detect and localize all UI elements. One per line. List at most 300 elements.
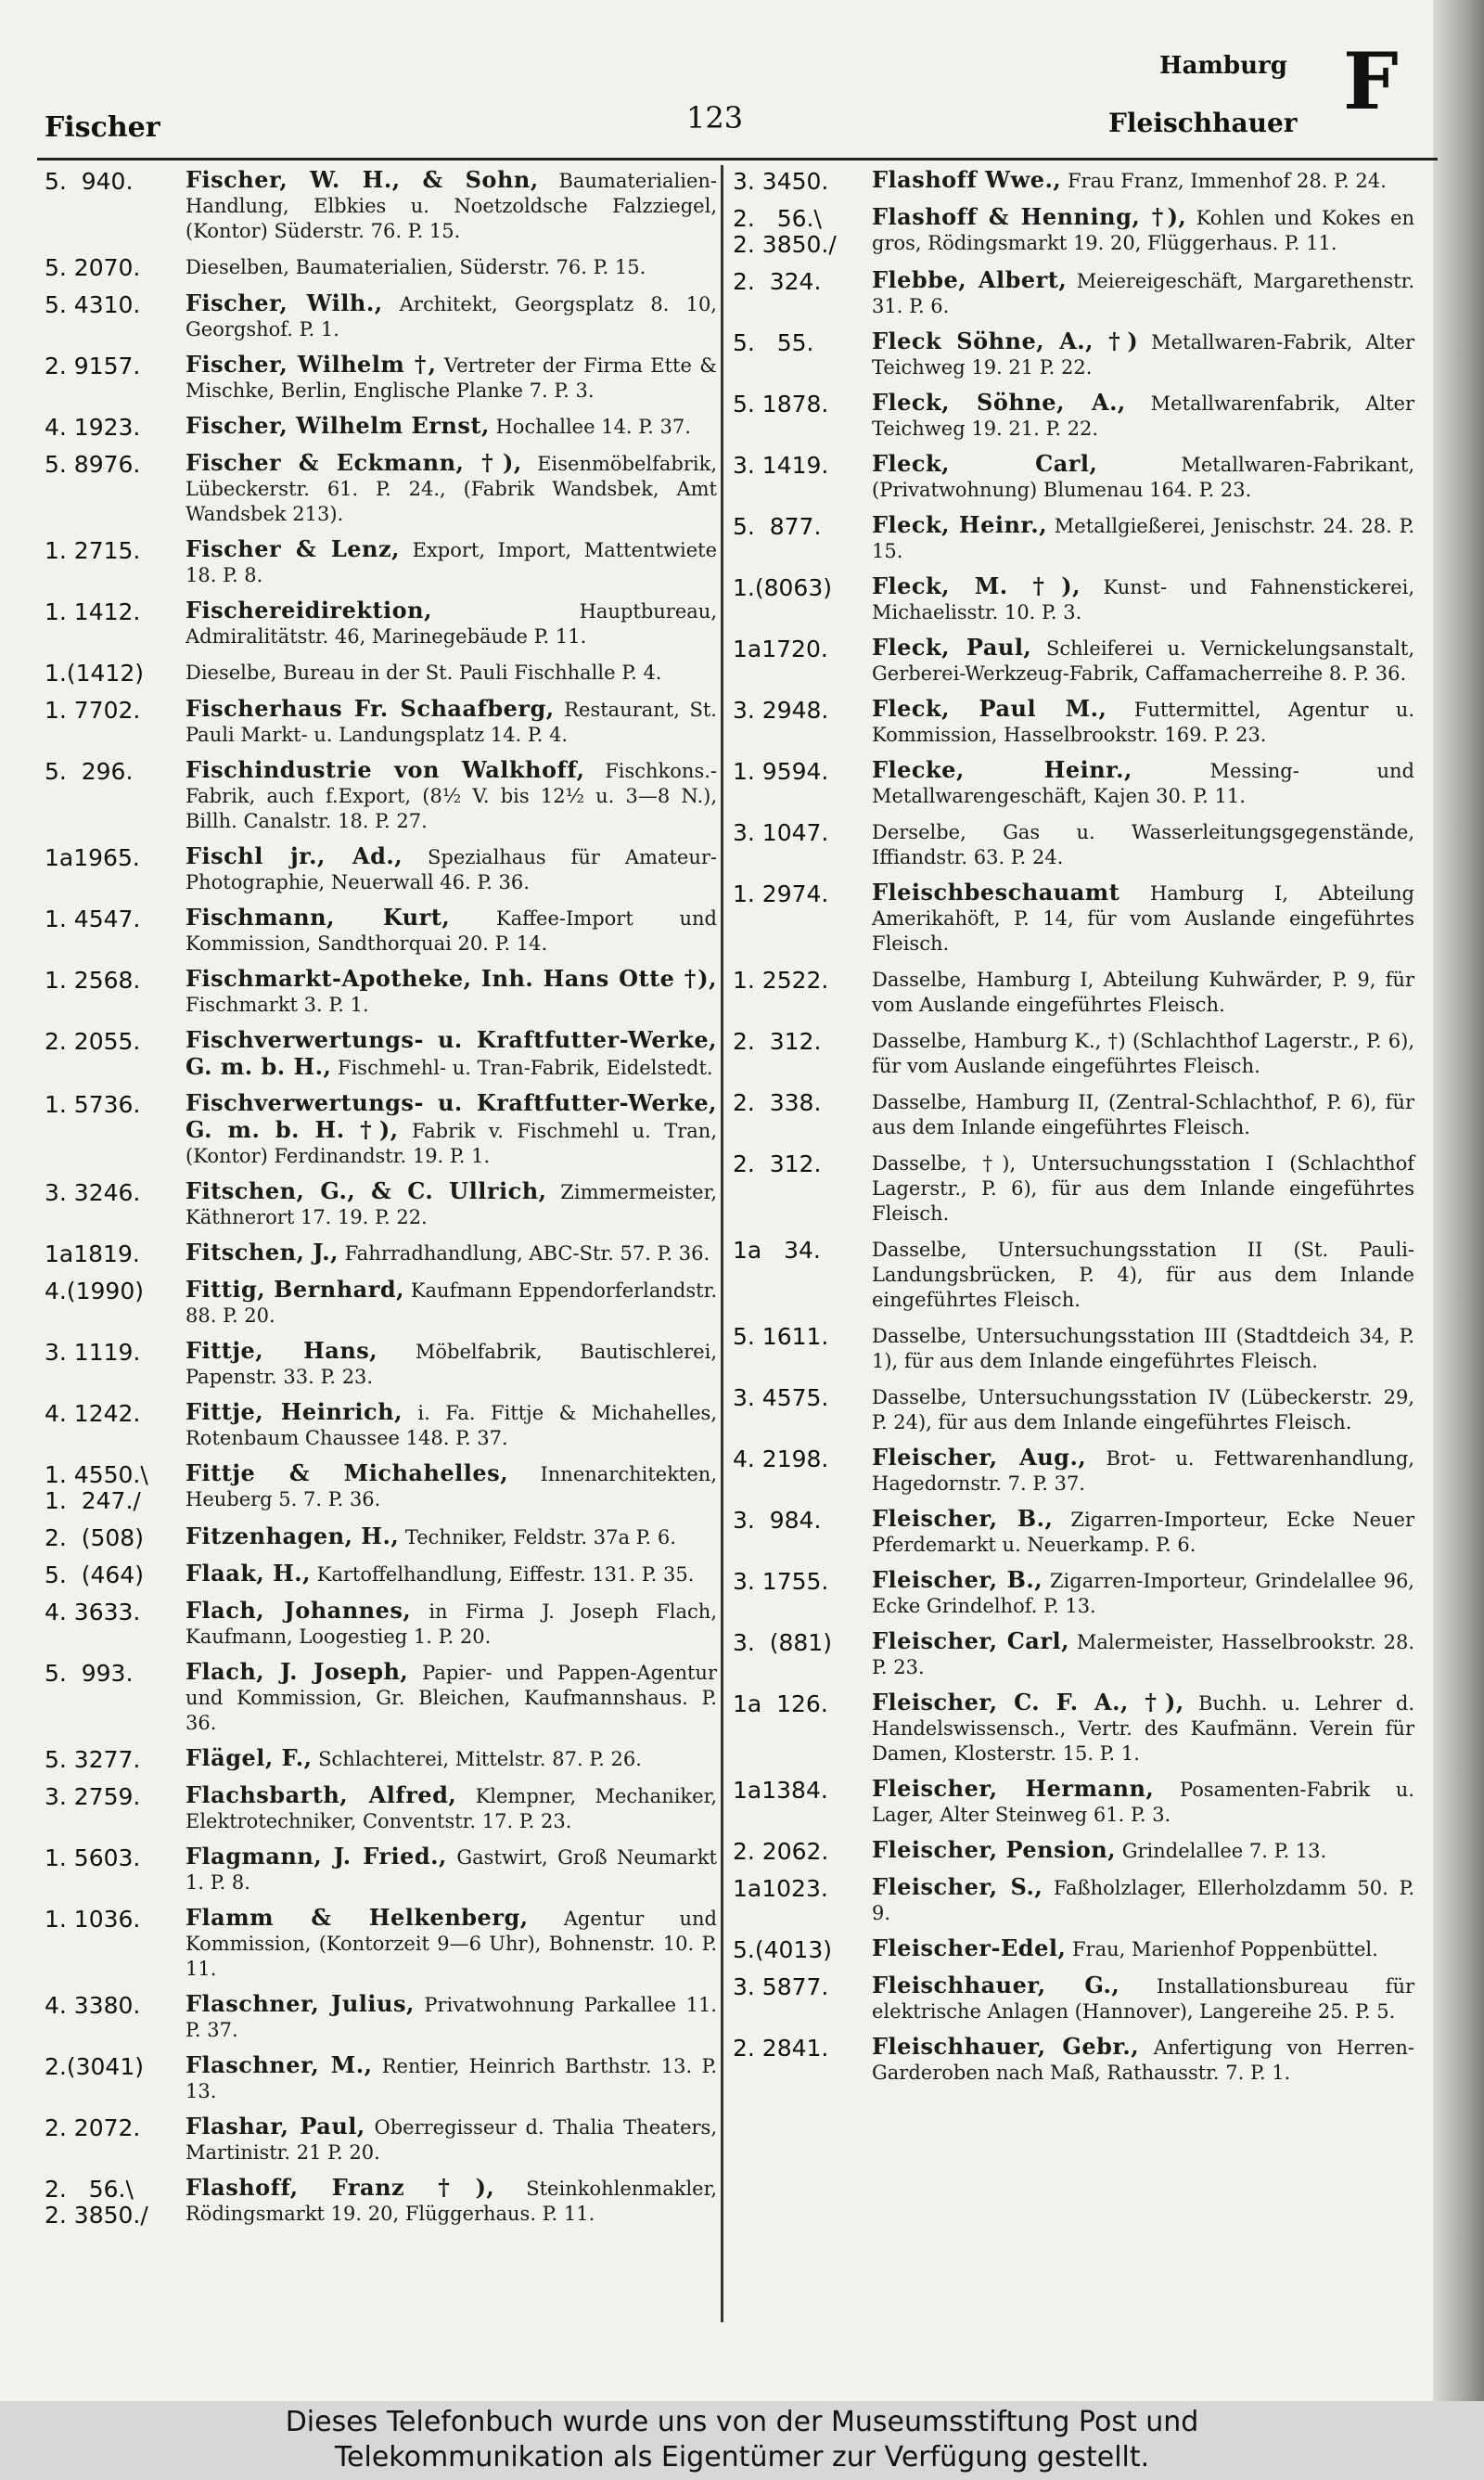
directory-entry [733,1088,1414,1140]
entry-name: Fitzenhagen, H., [186,1523,400,1549]
entry-text [872,1690,1414,1767]
entry-text [186,757,717,834]
entry-details: Hauptbureau, Admiralitätstr. 46, Marinegebäude P. 11. [186,600,717,648]
directory-entry [733,573,1414,625]
entry-details: Schleiferei u. Vernickelungsanstalt, Gerberei-Werkzeug-Fabrik, Caffamacherreihe 8. P. 36. [872,637,1414,685]
entry-details: Dasselbe, †), Untersuchungsstation I (Schlachthof Lagerstr., P. 6), für aus dem Inlande eingeführtes Fleisch. [872,1152,1414,1225]
column-divider [721,165,723,2322]
entry-text [872,635,1414,687]
entry-details: Hamburg I, Abteilung Amerikahöft, P. 14, für vom Auslande eingeführtes Fleisch. [872,882,1414,955]
entry-details: Innenarchitekten, Heuberg 5. 7. P. 36. [186,1463,717,1510]
phone-number: 5. 8976. [45,451,141,478]
phone-number: 1. 9594. [733,758,829,785]
directory-entry [733,1690,1414,1767]
entry-text [186,2175,717,2227]
entry-text [872,451,1414,503]
entry-details: Dieselbe, Bureau in der St. Pauli Fischhalle P. 4. [186,662,662,684]
entry-text [186,843,717,895]
entry-details: Eisenmöbelfabrik, Lübeckerstr. 61. P. 24., (Fabrik Wandsbek, Amt Wandsbek 213). [186,453,717,525]
entry-name: Flebbe, Albert, [872,266,1068,293]
entry-text [186,966,717,1018]
phone-number: 3. 2948. [733,697,829,724]
phone-number: 2. 338. [733,1089,822,1116]
entry-details: in Firma J. Joseph Flach, Kaufmann, Loogestieg 1. P. 20. [186,1600,717,1648]
entry-details: Metallwarenfabrik, Alter Teichweg 19. 21. P. 22. [872,392,1414,440]
directory-entry [45,1782,717,1834]
phone-number: 1. 2522. [733,967,829,994]
entry-details: Papier- und Pappen-Agentur und Kommission, Gr. Bleichen, Kaufmannshaus. P. 36. [186,1662,718,1734]
entry-name: Flachsbarth, Alfred, [186,1781,457,1808]
entry-text [186,1240,717,1266]
entry-details: Klempner, Mechaniker, Elektrotechniker, Conventstr. 17. P. 23. [186,1785,717,1832]
directory-entry [733,1506,1414,1558]
entry-text [186,1399,717,1451]
phone-number: 1a1720. [733,636,828,662]
phone-number: 1a1965. [45,844,140,871]
directory-entry [733,512,1414,564]
directory-entry [733,1236,1414,1313]
entry-text [872,1236,1414,1313]
directory-entry [733,1972,1414,2024]
entry-name: Fleischer, Carl, [872,1627,1069,1654]
phone-number: 1.(1412) [45,660,144,687]
entry-name: Fittje & Michahelles, [186,1459,509,1486]
phone-number: 1. 7702. [45,697,141,724]
phone-number: 1. 5603. [45,1844,141,1871]
phone-number: 2. (508) [45,1524,144,1551]
entry-name: Flägel, F., [186,1744,313,1771]
entry-text [872,1776,1414,1828]
phone-number: 2. 312. [733,1150,822,1177]
entry-name: Fischer, W. H., & Sohn, [186,166,539,193]
directory-entry [45,1027,717,1081]
phone-number: 2. 2055. [45,1028,141,1055]
entry-details: Zigarren-Importeur, Grindelallee 96, Ecke Grindelhof. P. 13. [872,1570,1414,1617]
phone-number: 4. 1923. [45,414,141,441]
entry-details: Fischkons.-Fabrik, auch f.Export, (8½ V. bis 12½ u. 3—8 N.), Billh. Canalstr. 18. P. 27. [186,760,718,832]
phone-number: 1. 2715. [45,537,141,564]
phone-number: 1a 126. [733,1690,828,1717]
header-rule [37,158,1438,161]
entry-text [872,1445,1414,1497]
entry-text [872,512,1414,564]
phone-number: 3. 1047. [733,819,829,846]
entry-text [186,290,717,342]
header-city: Hamburg [1159,52,1287,80]
header-right-name: Fleischhauer [1108,108,1298,138]
directory-entry [733,1027,1414,1079]
directory-entry [45,450,717,527]
entry-text [186,413,717,440]
entry-text [186,1178,717,1230]
entry-name: Fleischbeschauamt [872,879,1120,906]
directory-entry [45,1090,717,1169]
entry-text [186,598,717,649]
entry-text [872,1088,1414,1140]
phone-number: 1a 34. [733,1237,821,1264]
entry-details: Schlachterei, Mittelstr. 87. P. 26. [312,1748,642,1770]
entry-name: Fleischer, Hermann, [872,1775,1155,1802]
phone-number: 2. 312. [733,1028,822,1055]
phone-number: 1. 4547. [45,906,141,932]
entry-name: Flach, Johannes, [186,1597,412,1624]
directory-entry [45,598,717,649]
entry-name: Fleck, Söhne, A., [872,389,1126,416]
directory-entry [733,880,1414,957]
phone-number: 3. 3246. [45,1179,141,1206]
entry-text [872,2034,1414,2086]
phone-number: 2. 2062. [733,1838,829,1865]
phone-number: 5. 1878. [733,391,829,418]
directory-entry [45,696,717,748]
entry-details: Dasselbe, Hamburg I, Abteilung Kuhwärder, P. 9, für vom Auslande eingeführtes Fleisch. [872,969,1414,1016]
phone-number: 1. 1412. [45,598,141,625]
directory-entry [45,1844,717,1895]
directory-entry [45,413,717,441]
directory-entry [733,696,1414,748]
directory-entry [45,1745,717,1773]
entry-details: Metallgießerei, Jenischstr. 24. 28. P. 15. [872,515,1415,562]
footer-notice [0,2401,1484,2480]
directory-entry [45,167,717,244]
directory-entry [733,635,1414,687]
phone-number: 5. 4310. [45,291,141,318]
entry-details: Kartoffelhandlung, Eiffestr. 131. P. 35. [310,1563,695,1586]
entry-name: Flagmann, J. Fried., [186,1843,447,1870]
entry-name: Fischer & Lenz, [186,535,400,562]
phone-number: 2. 324. [733,268,822,295]
entry-text [872,573,1414,625]
entry-name: Fleischer, B., [872,1505,1054,1532]
entry-text [186,1460,717,1512]
entry-details: Spezialhaus für Amateur-Photographie, Neuerwall 46. P. 36. [186,846,717,893]
entry-details: Fabrik v. Fischmehl u. Tran, (Kontor) Ferdinandstr. 19. P. 1. [186,1120,717,1167]
entry-details: Grindelallee 7. P. 13. [1116,1840,1327,1862]
entry-details: Oberregisseur d. Thalia Theaters, Martinistr. 21 P. 20. [186,2116,718,2164]
entry-name: Flashoff Wwe., [872,166,1062,193]
entry-name: Fischer & Eckmann, †), [186,449,522,476]
phone-number: 1. 5736. [45,1091,141,1118]
entry-details: Agentur und Kommission, (Kontorzeit 9—6 Uhr), Bohnenstr. 10. P. 11. [186,1908,717,1980]
entry-details: Dasselbe, Hamburg K., †) (Schlachthof Lagerstr., P. 6), für vom Auslande eingeführtes Fleisch. [872,1030,1414,1077]
directory-entry [733,451,1414,503]
entry-name: Fischerhaus Fr. Schaafberg, [186,695,555,722]
entry-name: Flashoff & Henning, †), [872,203,1187,230]
directory-entry [733,2034,1414,2086]
entry-text [872,1027,1414,1079]
directory-entry [733,1445,1414,1497]
entry-details: Steinkohlenmakler, Rödingsmarkt 19. 20, Flüggerhaus. P. 11. [186,2178,717,2225]
phone-number: 1. 4550.\ 1. 247./ [45,1461,148,1514]
directory-entry [45,905,717,957]
entry-details: Gastwirt, Groß Neumarkt 1. P. 8. [186,1846,717,1894]
entry-details: Derselbe, Gas u. Wasserleitungsgegenstände, Iffiandstr. 63. P. 24. [872,821,1414,868]
directory-entry [45,1561,717,1588]
entry-text [872,390,1414,442]
entry-details: Techniker, Feldstr. 37a P. 6. [399,1526,676,1548]
directory-entry [45,290,717,342]
entry-text [186,1090,717,1169]
phone-number: 2. 56.\ 2. 3850./ [45,2176,148,2229]
entry-details: Möbelfabrik, Bautischlerei, Papenstr. 33. P. 23. [186,1341,717,1388]
phone-number: 4. 2198. [733,1446,829,1472]
phone-number: 2. 56.\ 2. 3850./ [733,205,837,258]
entry-text [186,352,717,404]
phone-number: 1a1819. [45,1240,140,1267]
entry-details: Fahrradhandlung, ABC-Str. 57. P. 36. [338,1242,710,1265]
entry-details: Baumaterialien-Handlung, Elbkies u. Noetzoldsche Falzziegel, (Kontor) Süderstr. 76. P. 15. [186,170,717,242]
phone-number: 1a1023. [733,1875,828,1902]
entry-name: Fischl jr., Ad., [186,842,403,869]
phone-number: 5. 2070. [45,254,141,281]
phone-number: 5. 1611. [733,1323,829,1350]
entry-details: Malermeister, Hasselbrookstr. 28. P. 23. [872,1631,1414,1678]
entry-details: Anfertigung von Herren-Garderoben nach Maß, Rathausstr. 7. P. 1. [872,2037,1414,2084]
entry-details: Kaufmann Eppendorferlandstr. 88. P. 20. [186,1279,717,1327]
entry-text [872,818,1414,870]
directory-entry [733,204,1414,258]
entry-text [186,1659,717,1736]
entry-text [186,1782,717,1834]
entry-name: Fischverwertungs- u. Kraftfutter-Werke, G. m. b. H. †), [186,1089,717,1143]
entry-name: Flashar, Paul, [186,2113,365,2139]
entry-details: Brot- u. Fettwarenhandlung, Hagedornstr. 7. P. 37. [872,1447,1414,1495]
entry-name: Fleck Söhne, A., †) [872,328,1139,354]
entry-details: Buchh. u. Lehrer d. Handelswissensch., Vertr. des Kaufmänn. Verein für Damen, Klosterstr. 15. P. 1. [872,1692,1414,1765]
entry-text [186,1905,717,1982]
entry-text [872,204,1414,256]
entry-name: Fleischhauer, Gebr., [872,2033,1140,2060]
entry-name: Fittje, Heinrich, [186,1398,403,1425]
right-column [733,167,1414,2095]
phone-number: 3. 1119. [45,1339,141,1366]
entry-name: Fleck, Carl, [872,450,1098,477]
entry-text [186,1338,717,1390]
entry-text [186,1277,717,1329]
entry-name: Fleischer, S., [872,1873,1043,1900]
directory-entry [45,2175,717,2229]
entry-text [186,450,717,527]
entry-details: Fischmarkt 3. P. 1. [186,994,369,1016]
phone-number: 2.(3041) [45,2053,144,2080]
directory-entry [45,536,717,588]
phone-number: 1. 1036. [45,1906,141,1933]
phone-number: 5. 55. [733,329,814,356]
phone-number: 5. 940. [45,168,134,195]
directory-entry [45,1460,717,1514]
entry-details: Architekt, Georgsplatz 8. 10, Georgshof. P. 1. [186,293,717,341]
entry-text [186,167,717,244]
entry-name: Flach, J. Joseph, [186,1658,409,1685]
entry-text [872,966,1414,1018]
entry-text [872,328,1414,380]
entry-text [186,696,717,748]
phone-number: 5. (464) [45,1561,144,1588]
entry-details: Dasselbe, Untersuchungsstation II (St. Pauli-Landungsbrücken, P. 4), für aus dem Inlande eingeführtes Fleisch. [872,1239,1414,1311]
phone-number: 3. 5877. [733,1973,829,2000]
entry-text [872,1874,1414,1926]
page-number: 123 [686,100,744,135]
directory-entry [733,328,1414,380]
phone-number: 2. 2841. [733,2035,829,2062]
directory-entry [45,1991,717,2043]
phone-number: 3. 4575. [733,1384,829,1411]
entry-details: Metallwaren-Fabrik, Alter Teichweg 19. 21 P. 22. [872,331,1414,379]
phone-number: 4. 3633. [45,1599,141,1625]
footer-line-1: Dieses Telefonbuch wurde uns von der Museumsstiftung Post und [285,2406,1199,2438]
header-left-name: Fischer [45,111,160,144]
directory-entry [733,267,1414,319]
entry-name: Fleischer, Aug., [872,1444,1087,1471]
phone-number: 5. 296. [45,758,134,785]
entry-name: Fischmann, Kurt, [186,904,451,931]
directory-entry [45,352,717,404]
entry-name: Fischer, Wilhelm †, [186,351,437,378]
entry-details: Zimmermeister, Käthnerort 17. 19. P. 22. [186,1181,717,1228]
phone-number: 1.(8063) [733,574,832,601]
phone-number: 5. 3277. [45,1746,141,1773]
entry-name: Fischer, Wilh., [186,289,383,316]
entry-details: Hochallee 14. P. 37. [489,416,691,438]
entry-name: Fittje, Hans, [186,1337,378,1364]
entry-details: Privatwohnung Parkallee 11. P. 37. [186,1994,717,2041]
entry-details: Meiereigeschäft, Margarethenstr. 31. P. 6. [872,270,1414,317]
entry-details: Messing- und Metallwarengeschäft, Kajen 30. P. 11. [872,760,1415,807]
entry-text [186,905,717,957]
entry-name: Fleischer-Edel, [872,1934,1067,1961]
phone-number: 4.(1990) [45,1278,144,1304]
entry-text [872,1150,1414,1227]
entry-name: Fischverwertungs- u. Kraftfutter-Werke, G. m. b. H., [186,1026,717,1080]
directory-entry [45,1277,717,1329]
entry-text [186,1027,717,1081]
entry-text [186,1745,717,1772]
entry-name: Fischer, Wilhelm Ernst, [186,412,490,439]
directory-entry [733,1776,1414,1828]
directory-entry [45,1523,717,1551]
entry-details: Faßholzlager, Ellerholzdamm 50. P. 9. [872,1877,1414,1924]
entry-text [186,2052,717,2104]
left-column [45,167,717,2238]
header-letter: F [1343,35,1399,127]
entry-name: Fleck, Heinr., [872,511,1048,538]
entry-name: Fleischer, B., [872,1566,1043,1593]
entry-name: Fischmarkt-Apotheke, Inh. Hans Otte †), [186,965,717,992]
directory-entry [45,1178,717,1230]
entry-details: Kaffee-Import und Kommission, Sandthorquai 20. P. 14. [186,907,717,955]
entry-text [186,1598,717,1650]
entry-name: Flamm & Helkenberg, [186,1904,529,1931]
directory-entry [733,1935,1414,1963]
entry-details: Export, Import, Mattentwiete 18. P. 8. [186,539,717,586]
entry-name: Fischereidirektion, [186,597,432,623]
entry-details: Fischmehl- u. Tran-Fabrik, Eidelstedt. [331,1057,713,1079]
entry-details: Kunst- und Fahnenstickerei, Michaelisstr. 10. P. 3. [872,576,1414,623]
directory-entry [733,1150,1414,1227]
entry-text [872,1506,1414,1558]
entry-text [872,1935,1414,1962]
entry-text [186,1523,717,1550]
entry-details: Frau, Marienhof Poppenbüttel. [1066,1938,1378,1960]
entry-details: Restaurant, St. Pauli Markt- u. Landungsplatz 14. P. 4. [186,699,717,746]
entry-text [872,757,1414,809]
footer-line-2: Telekommunikation als Eigentümer zur Verfügung gestellt. [334,2441,1150,2474]
entry-details: Posamenten-Fabrik u. Lager, Alter Steinweg 61. P. 3. [872,1779,1414,1826]
directory-entry [45,1905,717,1982]
entry-details: Dieselben, Baumaterialien, Süderstr. 76. P. 15. [186,256,646,278]
page-edge-shadow [1433,0,1484,2401]
entry-name: Fleck, Paul, [872,634,1032,661]
entry-name: Fleischer, C. F. A., †), [872,1689,1184,1715]
phone-number: 3. (881) [733,1629,832,1656]
entry-details: i. Fa. Fittje & Michahelles, Rotenbaum Chaussee 148. P. 37. [186,1402,717,1449]
entry-text [186,2114,717,2165]
entry-text [872,1837,1414,1864]
entry-details: Vertreter der Firma Ette & Mischke, Berlin, Englische Planke 7. P. 3. [186,354,718,402]
entry-text [186,1991,717,2043]
entry-name: Fitschen, J., [186,1239,339,1266]
phone-number: 3. 2759. [45,1783,141,1810]
entry-text [872,1383,1414,1435]
entry-name: Fleischhauer, G., [872,1972,1120,1998]
entry-name: Flecke, Heinr., [872,756,1132,783]
entry-name: Flashoff, Franz †), [186,2174,495,2201]
phone-number: 3. 1755. [733,1568,829,1595]
directory-entry [733,1322,1414,1374]
phone-number: 1a1384. [733,1777,828,1804]
entry-text [872,1628,1414,1680]
phone-number: 2. 2072. [45,2114,141,2141]
entry-details: Dasselbe, Untersuchungsstation III (Stadtdeich 34, P. 1), für aus dem Inlande eingeführtes Fleisch. [872,1325,1414,1372]
phone-number: 4. 1242. [45,1400,141,1427]
entry-text [872,1972,1414,2024]
entry-name: Fleck, Paul M., [872,695,1107,722]
phone-number: 5. 993. [45,1660,134,1687]
directory-entry [733,1567,1414,1619]
directory-entry [45,2052,717,2104]
directory-entry [45,1240,717,1267]
entry-name: Flaschner, Julius, [186,1990,415,2017]
entry-details: Zigarren-Importeur, Ecke Neuer Pferdemarkt u. Neuerkamp. P. 6. [872,1509,1414,1556]
entry-text [186,253,717,280]
phone-number: 1. 2974. [733,880,829,907]
entry-details: Metallwaren-Fabrikant, (Privatwohnung) Blumenau 164. P. 23. [872,454,1414,501]
entry-name: Flaschner, M., [186,2051,373,2078]
entry-text [872,880,1414,957]
directory-entry [733,1628,1414,1680]
entry-details: Frau Franz, Immenhof 28. P. 24. [1061,170,1387,192]
directory-entry [733,757,1414,809]
entry-text [872,696,1414,748]
entry-details: Kohlen und Kokes en gros, Rödingsmarkt 19. 20, Flüggerhaus. P. 11. [872,207,1414,254]
phone-number: 1. 2568. [45,967,141,994]
phone-number: 3. 3450. [733,168,829,195]
entry-text [872,167,1414,194]
directory-entry [45,2114,717,2165]
entry-text [872,1567,1414,1619]
directory-entry [45,253,717,281]
entry-text [872,267,1414,319]
entry-text [186,1844,717,1895]
phone-number: 3. 984. [733,1507,822,1534]
directory-entry [733,1874,1414,1926]
phone-number: 5. 877. [733,513,822,540]
entry-name: Fitschen, G., & C. Ullrich, [186,1177,547,1204]
entry-name: Fleck, M. †), [872,572,1081,599]
entry-name: Fischindustrie von Walkhoff, [186,756,585,783]
entry-text [186,659,717,686]
entry-details: Dasselbe, Untersuchungsstation IV (Lübeckerstr. 29, P. 24), für aus dem Inlande eingeführtes Fleisch. [872,1386,1414,1433]
